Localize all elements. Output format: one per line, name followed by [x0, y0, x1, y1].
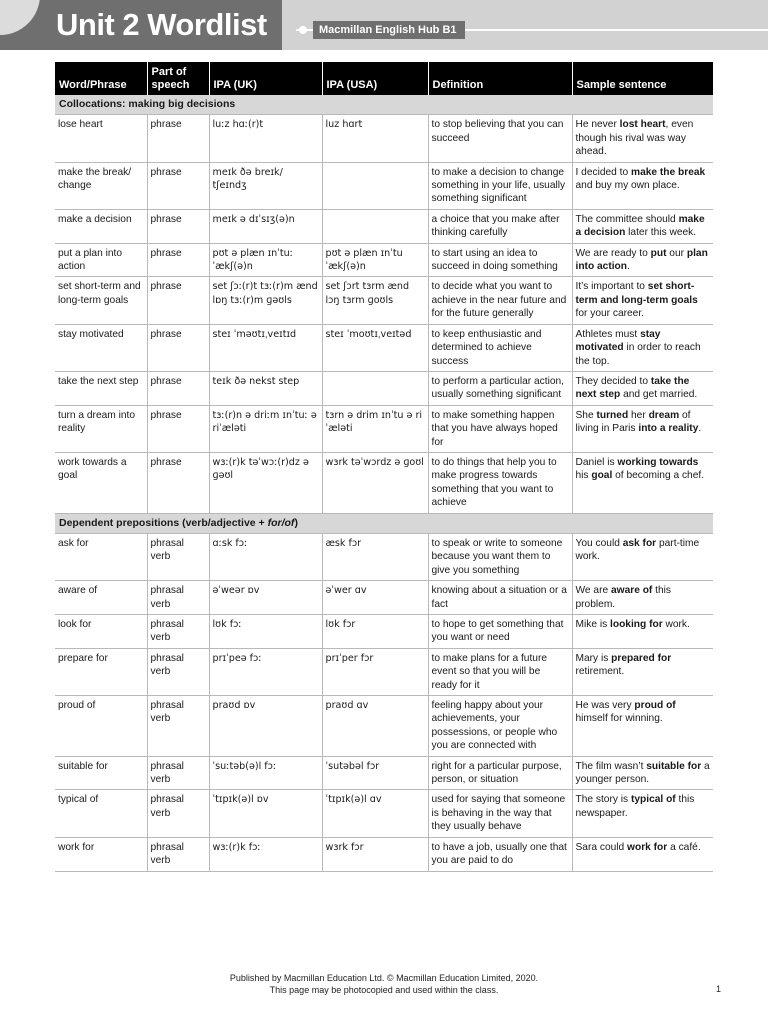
- brand-label: Macmillan English Hub B1: [313, 21, 465, 39]
- cell-word: aware of: [55, 581, 147, 615]
- cell-part-of-speech: phrase: [147, 277, 209, 324]
- sentence-text: You could: [575, 537, 623, 549]
- cell-sample-sentence: [572, 581, 713, 615]
- cell-ipa-usa: ˈsutəbəl fɔr: [322, 756, 428, 790]
- sentence-text: He never: [575, 119, 620, 131]
- cell-ipa-usa: tɜrn ə drim ɪnˈtu ə riˈæləti: [322, 405, 428, 452]
- cell-part-of-speech: phrasal verb: [147, 581, 209, 615]
- sentence-text: Athletes must: [575, 328, 641, 340]
- cell-part-of-speech: phrasal verb: [147, 756, 209, 790]
- cell-word: stay motivated: [55, 324, 147, 371]
- sentence-keyword: prepared for: [611, 652, 672, 664]
- cell-part-of-speech: phrasal verb: [147, 648, 209, 695]
- cell-ipa-usa: luz hɑrt: [322, 115, 428, 162]
- cell-sample-sentence: [572, 243, 713, 277]
- cell-sample-sentence: [572, 615, 713, 649]
- cell-part-of-speech: phrase: [147, 371, 209, 405]
- cell-definition: to make a decision to change something in your life, usually something significant: [428, 162, 572, 209]
- cell-ipa-usa: lʊk fɔr: [322, 615, 428, 649]
- cell-sample-sentence: [572, 277, 713, 324]
- cell-ipa-usa: æsk fɔr: [322, 533, 428, 580]
- cell-sample-sentence: [572, 648, 713, 695]
- sentence-text: his: [575, 470, 592, 482]
- cell-sample-sentence: [572, 696, 713, 757]
- cell-word: turn a dream into reality: [55, 405, 147, 452]
- sentence-keyword: work for: [627, 841, 668, 853]
- cell-word: typical of: [55, 790, 147, 837]
- cell-ipa-uk: lʊk fɔː: [209, 615, 322, 649]
- cell-ipa-uk: ɑːsk fɔː: [209, 533, 322, 580]
- sentence-keyword: looking for: [610, 619, 663, 630]
- cell-ipa-usa: [322, 371, 428, 405]
- sentence-text: in order to reach the top.: [575, 342, 701, 367]
- sentence-text: later this week.: [625, 227, 697, 239]
- cell-ipa-usa: əˈwer ɑv: [322, 581, 428, 615]
- cell-definition: to make something happen that you have always hoped for: [428, 405, 572, 452]
- sentence-keyword: goal: [591, 470, 613, 482]
- col-header-word: Word/Phrase: [55, 62, 147, 95]
- cell-word: make a decision: [55, 209, 147, 243]
- cell-definition: to keep enthusiastic and determined to achieve success: [428, 324, 572, 371]
- sentence-text: Mary is: [575, 652, 612, 664]
- page-footer: [0, 972, 768, 996]
- cell-word: proud of: [55, 696, 147, 757]
- cell-part-of-speech: phrasal verb: [147, 837, 209, 871]
- sentence-keyword: turned: [596, 409, 629, 421]
- cell-sample-sentence: [572, 837, 713, 871]
- page-title: Unit 2 Wordlist: [56, 7, 267, 42]
- header-arc-decoration: [0, 0, 40, 35]
- cell-ipa-usa: prɪˈper fɔr: [322, 648, 428, 695]
- sentence-text: this newspaper.: [575, 794, 695, 819]
- table-row: [55, 648, 713, 695]
- table-row: [55, 277, 713, 324]
- cell-definition: to stop believing that you can succeed: [428, 115, 572, 162]
- sentence-text: this problem.: [575, 585, 672, 610]
- cell-definition: feeling happy about your achievements, your possessions, or people who you are connected with: [428, 696, 572, 757]
- sentence-keyword: take the next step: [575, 375, 690, 401]
- sentence-keyword: make the break: [631, 166, 706, 178]
- sentence-text: .: [698, 423, 702, 435]
- cell-ipa-uk: əˈweər ɒv: [209, 581, 322, 615]
- cell-sample-sentence: [572, 405, 713, 452]
- table-row: [55, 533, 713, 580]
- table-row: [55, 324, 713, 371]
- cell-sample-sentence: [572, 115, 713, 162]
- table-row: [55, 581, 713, 615]
- table-row: [55, 209, 713, 243]
- cell-part-of-speech: phrase: [147, 115, 209, 162]
- cell-word: put a plan into action: [55, 243, 147, 277]
- sentence-keyword: into a reality: [638, 423, 699, 435]
- sentence-keyword: stay motivated: [575, 328, 661, 354]
- table-row: [55, 696, 713, 757]
- sentence-text: work.: [662, 619, 690, 630]
- col-header-sample: Sample sentence: [572, 62, 713, 95]
- cell-ipa-uk: tɜː(r)n ə driːm ɪnˈtuː ə riˈæləti: [209, 405, 322, 452]
- table-row: [55, 243, 713, 277]
- table-row: [55, 615, 713, 649]
- cell-word: take the next step: [55, 371, 147, 405]
- sentence-text: We are ready to: [575, 247, 651, 259]
- table-row: [55, 405, 713, 452]
- sentence-text: for your career.: [575, 308, 645, 320]
- page-number: 1: [716, 984, 722, 994]
- cell-ipa-usa: wɜrk təˈwɔrdz ə ɡoʊl: [322, 452, 428, 513]
- col-header-ipa-uk: IPA (UK): [209, 62, 322, 95]
- cell-sample-sentence: [572, 371, 713, 405]
- sentence-text: her: [628, 409, 649, 421]
- cell-definition: right for a particular purpose, person, or situation: [428, 756, 572, 790]
- cell-ipa-usa: set ʃɔrt tɜrm ænd lɔŋ tɜrm ɡoʊls: [322, 277, 428, 324]
- section-title-text: Dependent prepositions (verb/adjective +: [59, 516, 268, 529]
- cell-definition: a choice that you make after thinking carefully: [428, 209, 572, 243]
- section-title-text: Collocations: making big decisions: [59, 98, 236, 110]
- cell-definition: to start using an idea to succeed in doing something: [428, 243, 572, 277]
- sentence-text: , even though his rival was way ahead.: [575, 119, 694, 158]
- cell-sample-sentence: [572, 162, 713, 209]
- cell-part-of-speech: phrasal verb: [147, 790, 209, 837]
- cell-definition: to speak or write to someone because you want them to give you something: [428, 533, 572, 580]
- cell-part-of-speech: phrase: [147, 324, 209, 371]
- col-header-definition: Definition: [428, 62, 572, 95]
- cell-word: prepare for: [55, 648, 147, 695]
- section-title-end: ): [294, 516, 298, 529]
- sentence-text: and buy my own place.: [575, 180, 680, 192]
- cell-ipa-uk: praʊd ɒv: [209, 696, 322, 757]
- sentence-text: The story is: [575, 794, 631, 806]
- cell-part-of-speech: phrase: [147, 405, 209, 452]
- cell-part-of-speech: phrase: [147, 243, 209, 277]
- sentence-text: He was very: [575, 700, 635, 712]
- cell-ipa-usa: pʊt ə plæn ɪnˈtu ˈækʃ(ə)n: [322, 243, 428, 277]
- cell-word: work for: [55, 837, 147, 871]
- cell-word: look for: [55, 615, 147, 649]
- cell-word: make the break/ change: [55, 162, 147, 209]
- wordlist-table: [55, 62, 713, 872]
- cell-ipa-uk: pʊt ə plæn ɪnˈtuː ˈækʃ(ə)n: [209, 243, 322, 277]
- cell-part-of-speech: phrasal verb: [147, 696, 209, 757]
- sentence-text: The committee should: [575, 213, 679, 225]
- cell-word: set short-term and long-term goals: [55, 277, 147, 324]
- sentence-keyword: set short-term and long-term goals: [575, 281, 698, 306]
- cell-word: work towards a goal: [55, 452, 147, 513]
- footer-note: This page may be photocopied and used within the class.: [269, 985, 499, 995]
- sentence-text: I decided to: [575, 166, 632, 178]
- sentence-text: of living in Paris: [575, 409, 691, 435]
- cell-ipa-uk: meɪk ə dɪˈsɪʒ(ə)n: [209, 209, 322, 243]
- cell-sample-sentence: [572, 790, 713, 837]
- cell-ipa-uk: teɪk ðə nekst step: [209, 371, 322, 405]
- sentence-text: It’s important to: [575, 281, 648, 293]
- cell-sample-sentence: [572, 756, 713, 790]
- cell-definition: to have a job, usually one that you are paid to do: [428, 837, 572, 871]
- section-title-italic: for/of: [267, 516, 295, 529]
- table-row: [55, 837, 713, 871]
- sentence-text: and get married.: [620, 389, 698, 401]
- sentence-text: The film wasn’t: [575, 760, 647, 772]
- section-row: [55, 513, 713, 533]
- table-row: [55, 790, 713, 837]
- table-row: [55, 756, 713, 790]
- cell-ipa-usa: [322, 209, 428, 243]
- cell-ipa-uk: ˈtɪpɪk(ə)l ɒv: [209, 790, 322, 837]
- sentence-text: Mike is: [575, 619, 611, 630]
- sentence-text: our: [666, 247, 687, 259]
- sentence-text: a younger person.: [575, 760, 710, 786]
- cell-part-of-speech: phrase: [147, 162, 209, 209]
- cell-word: lose heart: [55, 115, 147, 162]
- table-row: [55, 452, 713, 513]
- sentence-text: She: [575, 409, 597, 421]
- cell-word: ask for: [55, 533, 147, 580]
- section-row: [55, 95, 713, 115]
- sentence-keyword: typical of: [630, 794, 676, 806]
- cell-ipa-uk: ˈsuːtəb(ə)l fɔː: [209, 756, 322, 790]
- cell-ipa-usa: steɪ ˈmoʊtɪˌveɪtəd: [322, 324, 428, 371]
- cell-sample-sentence: [572, 533, 713, 580]
- sentence-keyword: working towards: [617, 456, 699, 468]
- sentence-text: They decided to: [575, 375, 651, 387]
- table-row: [55, 115, 713, 162]
- cell-ipa-usa: praʊd ɑv: [322, 696, 428, 757]
- section-title: [55, 513, 713, 533]
- col-header-pos: Part of speech: [147, 62, 209, 95]
- section-title: [55, 95, 713, 115]
- cell-ipa-usa: [322, 162, 428, 209]
- cell-part-of-speech: phrasal verb: [147, 615, 209, 649]
- sentence-keyword: ask for: [622, 537, 657, 549]
- cell-sample-sentence: [572, 452, 713, 513]
- cell-definition: to perform a particular action, usually something significant: [428, 371, 572, 405]
- sentence-keyword: dream: [648, 409, 680, 421]
- col-header-ipa-usa: IPA (USA): [322, 62, 428, 95]
- sentence-text: retirement.: [575, 666, 625, 678]
- sentence-text: of becoming a chef.: [612, 470, 705, 482]
- footer-copyright: Published by Macmillan Education Ltd. © Macmillan Education Limited, 2020.: [229, 973, 539, 983]
- page-header: [0, 0, 768, 50]
- sentence-text: We are: [575, 585, 611, 597]
- cell-part-of-speech: phrase: [147, 452, 209, 513]
- cell-sample-sentence: [572, 324, 713, 371]
- sentence-keyword: put: [650, 247, 667, 259]
- cell-ipa-uk: wɜː(r)k təˈwɔː(r)dz ə ɡəʊl: [209, 452, 322, 513]
- cell-definition: to make plans for a future event so that you will be ready for it: [428, 648, 572, 695]
- sentence-keyword: suitable for: [646, 760, 702, 772]
- sentence-keyword: aware of: [610, 585, 653, 597]
- cell-part-of-speech: phrasal verb: [147, 533, 209, 580]
- cell-ipa-usa: ˈtɪpɪk(ə)l ɑv: [322, 790, 428, 837]
- brand-dot-icon: [299, 26, 307, 34]
- sentence-text: a café.: [667, 841, 701, 853]
- table-row: [55, 162, 713, 209]
- cell-ipa-uk: wɜː(r)k fɔː: [209, 837, 322, 871]
- sentence-keyword: lost heart: [619, 119, 666, 131]
- cell-definition: to do things that help you to make progress towards something that you want to achieve: [428, 452, 572, 513]
- cell-definition: used for saying that someone is behaving in the way that they usually behave: [428, 790, 572, 837]
- cell-sample-sentence: [572, 209, 713, 243]
- cell-ipa-usa: wɜrk fɔr: [322, 837, 428, 871]
- sentence-text: himself for winning.: [575, 713, 663, 725]
- sentence-text: part-time work.: [575, 537, 700, 563]
- cell-ipa-uk: luːz hɑː(r)t: [209, 115, 322, 162]
- sentence-text: .: [627, 261, 630, 273]
- sentence-keyword: make a decision: [575, 213, 705, 239]
- cell-definition: to decide what you want to achieve in the near future and for the future generally: [428, 277, 572, 324]
- table-row: [55, 371, 713, 405]
- sentence-keyword: proud of: [634, 700, 676, 712]
- cell-ipa-uk: meɪk ðə breɪk/ tʃeɪndʒ: [209, 162, 322, 209]
- header-row: [55, 62, 713, 95]
- cell-definition: to hope to get something that you want or need: [428, 615, 572, 649]
- cell-ipa-uk: set ʃɔː(r)t tɜː(r)m ænd lɒŋ tɜː(r)m ɡəʊls: [209, 277, 322, 324]
- sentence-text: Daniel is: [575, 456, 618, 468]
- cell-part-of-speech: phrase: [147, 209, 209, 243]
- cell-ipa-uk: prɪˈpeə fɔː: [209, 648, 322, 695]
- sentence-text: Sara could: [575, 841, 628, 853]
- cell-definition: knowing about a situation or a fact: [428, 581, 572, 615]
- cell-word: suitable for: [55, 756, 147, 790]
- sentence-keyword: plan into action: [575, 247, 708, 273]
- cell-ipa-uk: steɪ ˈməʊtɪˌveɪtɪd: [209, 324, 322, 371]
- wordlist-body: [55, 95, 713, 871]
